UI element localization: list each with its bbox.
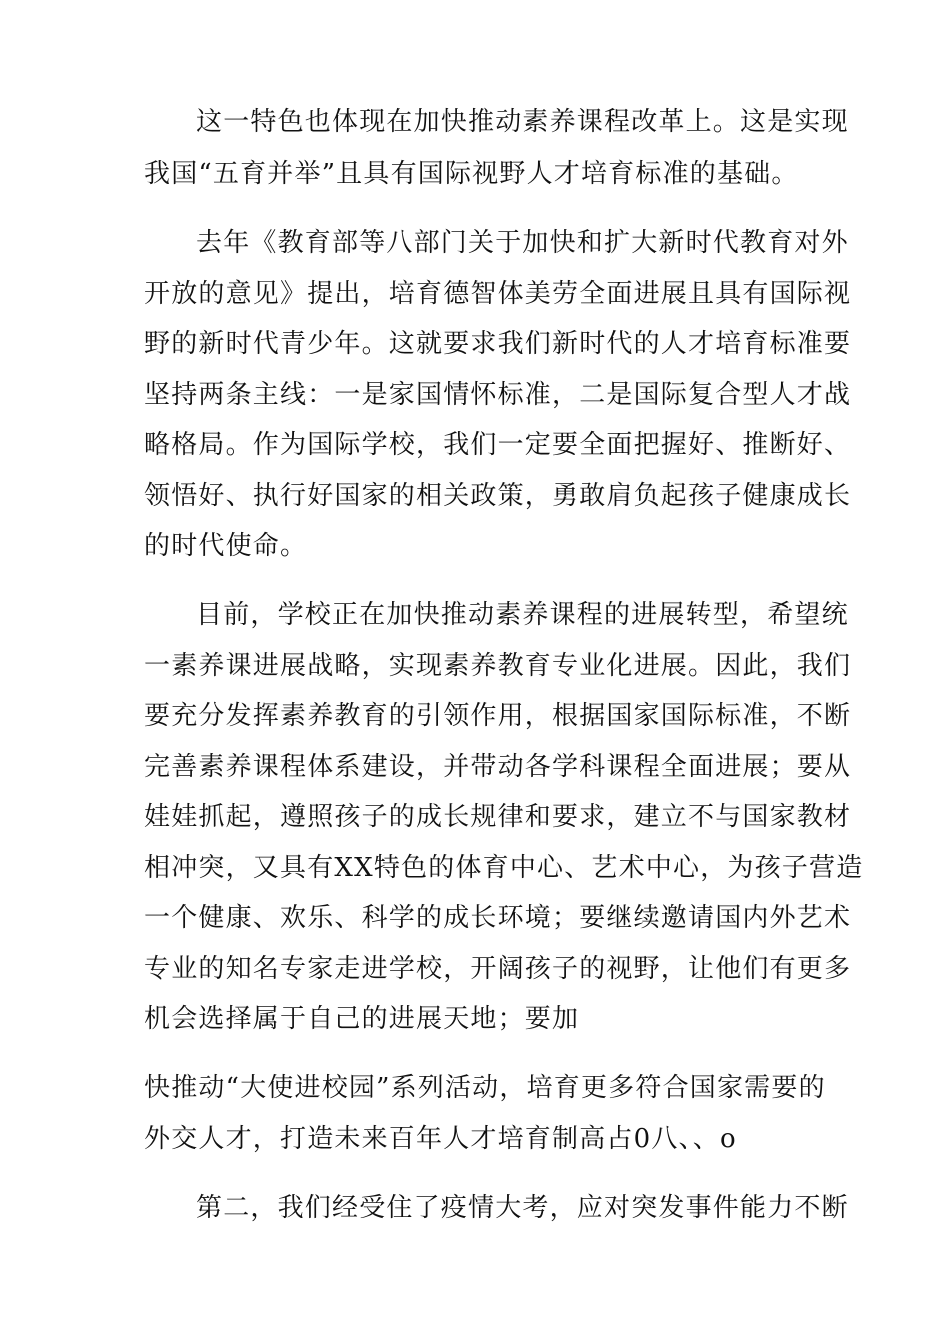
paragraph-2-line-4: 坚持两条主线：一是家国情怀标准，二是国际复合型人才战 [144,380,852,410]
paragraph-3-line-8: 专业的知名专家走进学校，开阔孩子的视野，让他们有更多 [144,954,852,984]
paragraph-3-line-2: 一素养课进展战略，实现素养教育专业化进展。因此，我们 [144,651,852,681]
paragraph-1-line-2: 我国“五育并举”且具有国际视野人才培育标准的基础。 [144,159,799,189]
paragraph-2-line-2: 开放的意见》提出，培育德智体美劳全面进展且具有国际视 [144,279,852,309]
paragraph-1-line-1: 这一特色也体现在加快推动素养课程改革上。这是实现 [196,107,849,137]
paragraph-2-line-3: 野的新时代青少年。这就要求我们新时代的人才培育标准要 [144,329,852,359]
paragraph-3-line-7: 一个健康、欢乐、科学的成长环境；要继续邀请国内外艺术 [144,903,852,933]
paragraph-5-line-1: 第二，我们经受住了疫情大考，应对突发事件能力不断 [196,1193,849,1223]
paragraph-3-line-5: 娃娃抓起，遵照孩子的成长规律和要求，建立不与国家教材 [144,802,852,832]
paragraph-4-line-2: 外交人才，打造未来百年人才培育制高占0八、、o [144,1124,737,1154]
paragraph-2-line-6: 领悟好、执行好国家的相关政策，勇敢肩负起孩子健康成长 [144,481,852,511]
paragraph-2-line-5: 略格局。作为国际学校，我们一定要全面把握好、推断好、 [144,430,852,460]
paragraph-2-line-7: 的时代使命。 [144,531,308,561]
paragraph-4-line-1: 快推动“大使进校园”系列活动，培育更多符合国家需要的 [144,1073,826,1103]
paragraph-3-line-1: 目前，学校正在加快推动素养课程的进展转型，希望统 [196,600,849,630]
paragraph-3-line-4: 完善素养课程体系建设，并带动各学科课程全面进展；要从 [144,752,852,782]
paragraph-3-line-6: 相冲突，又具有XX特色的体育中心、艺术中心，为孩子营造 [144,853,864,883]
paragraph-3-line-9: 机会选择属于自己的进展天地；要加 [144,1004,580,1034]
paragraph-3-line-3: 要充分发挥素养教育的引领作用，根据国家国际标准，不断 [144,701,852,731]
paragraph-2-line-1: 去年《教育部等八部门关于加快和扩大新时代教育对外 [196,228,849,258]
